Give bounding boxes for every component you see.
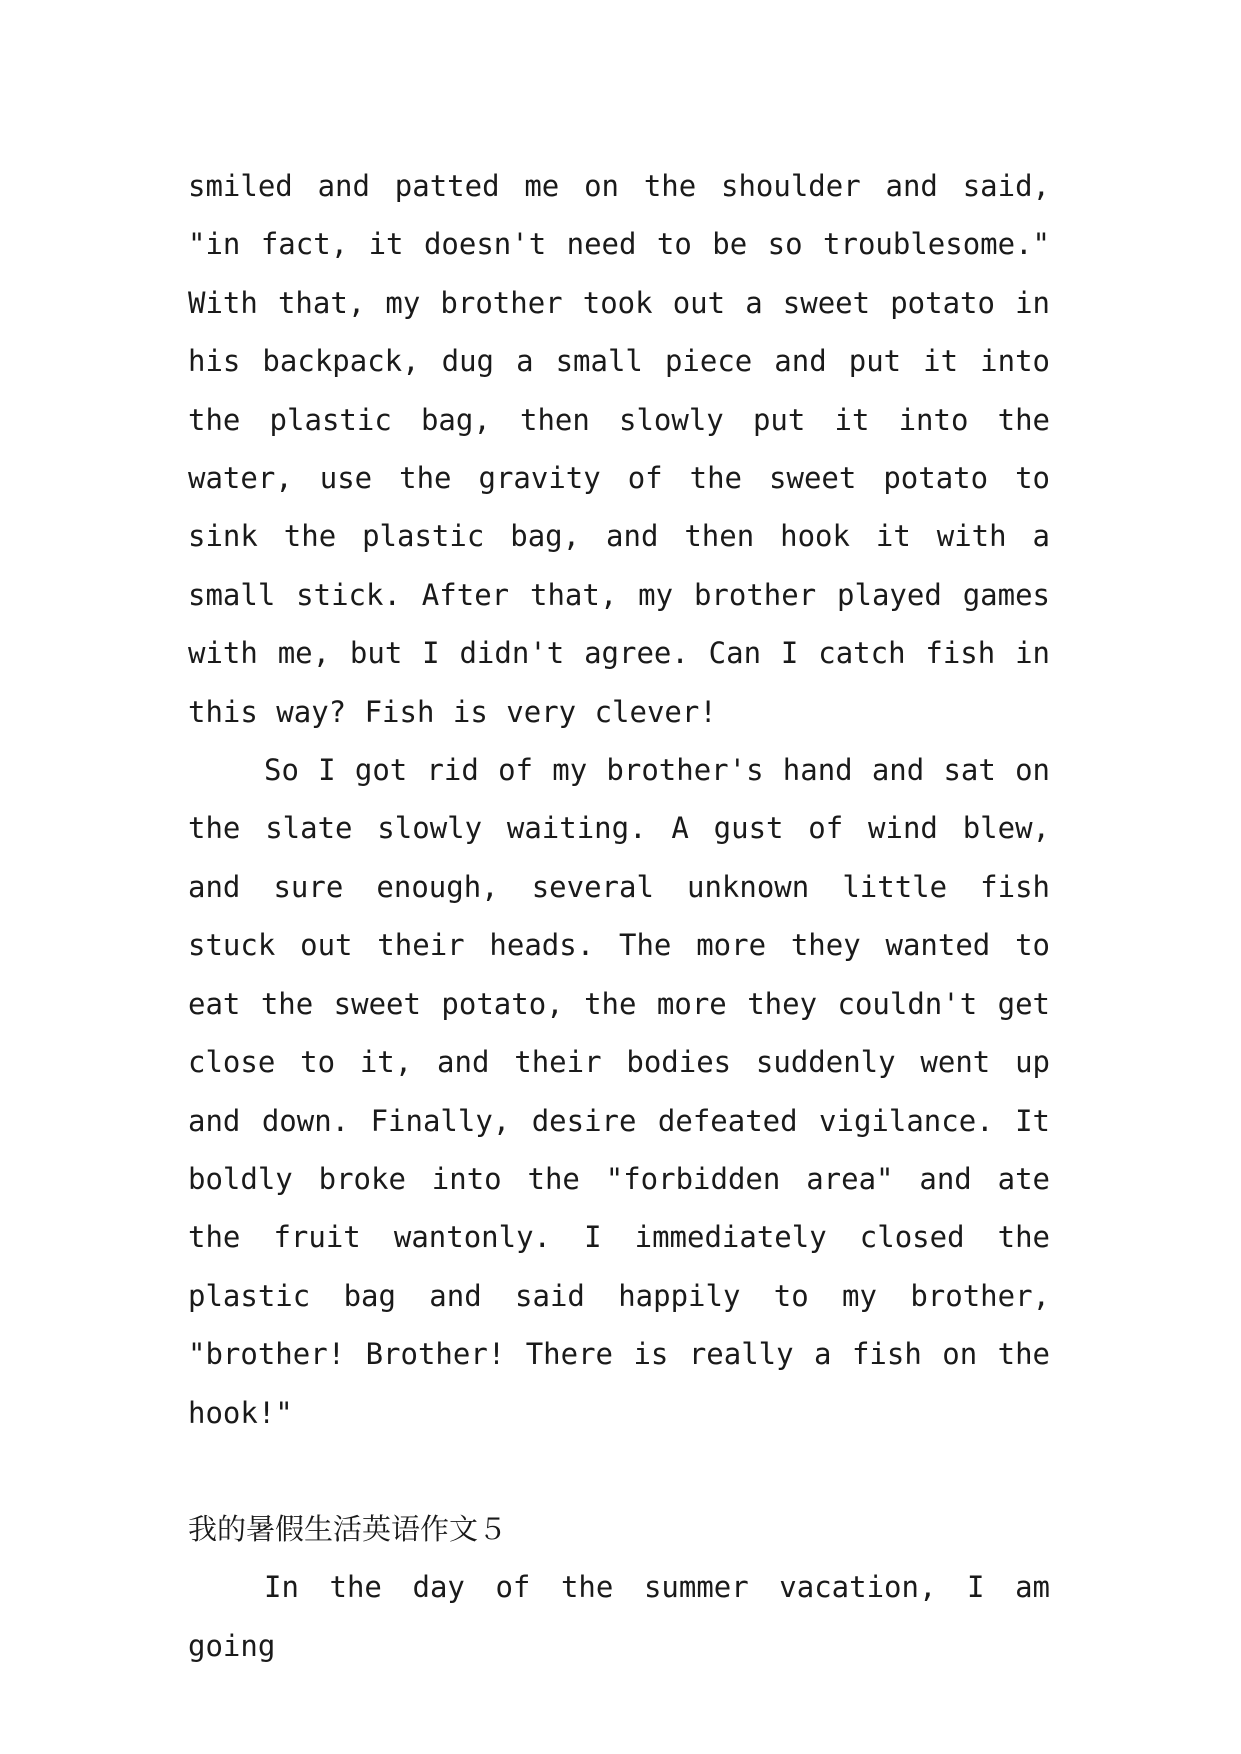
paragraph-fishing: So I got rid of my brother's hand and sat on the slate slowly waiting. A gust of wind blew, and sure enough, several unknown little fish stuck out their heads. The more they wanted to eat the sweet potato, the more they couldn't get close to it, and their bodies suddenly went up and down. Finally, desire defeated vigilance. It boldly broke into the "forbidden area" and ate the fruit wantonly. I immediately closed the plastic bag and said happily to my brother, "brother! Brother! There is really a fish on the hook!" [188,753,1050,1430]
section-heading: 我的暑假生活英语作文５ [188,1511,508,1546]
paragraph-summer-vacation: In the day of the summer vacation, I am going [188,1570,1050,1663]
document-body [188,157,1050,1675]
paragraph-continuation: smiled and patted me on the shoulder and said, "in fact, it doesn't need to be so troublesome." With that, my brother took out a sweet potato in his backpack, dug a small piece and put it into the plastic bag, then slowly put it into the water, use the gravity of the sweet potato to sink the plastic bag, and then hook it with a small stick. After that, my brother played games with me, but I didn't agree. Can I catch fish in this way? Fish is very clever! [188,169,1050,729]
